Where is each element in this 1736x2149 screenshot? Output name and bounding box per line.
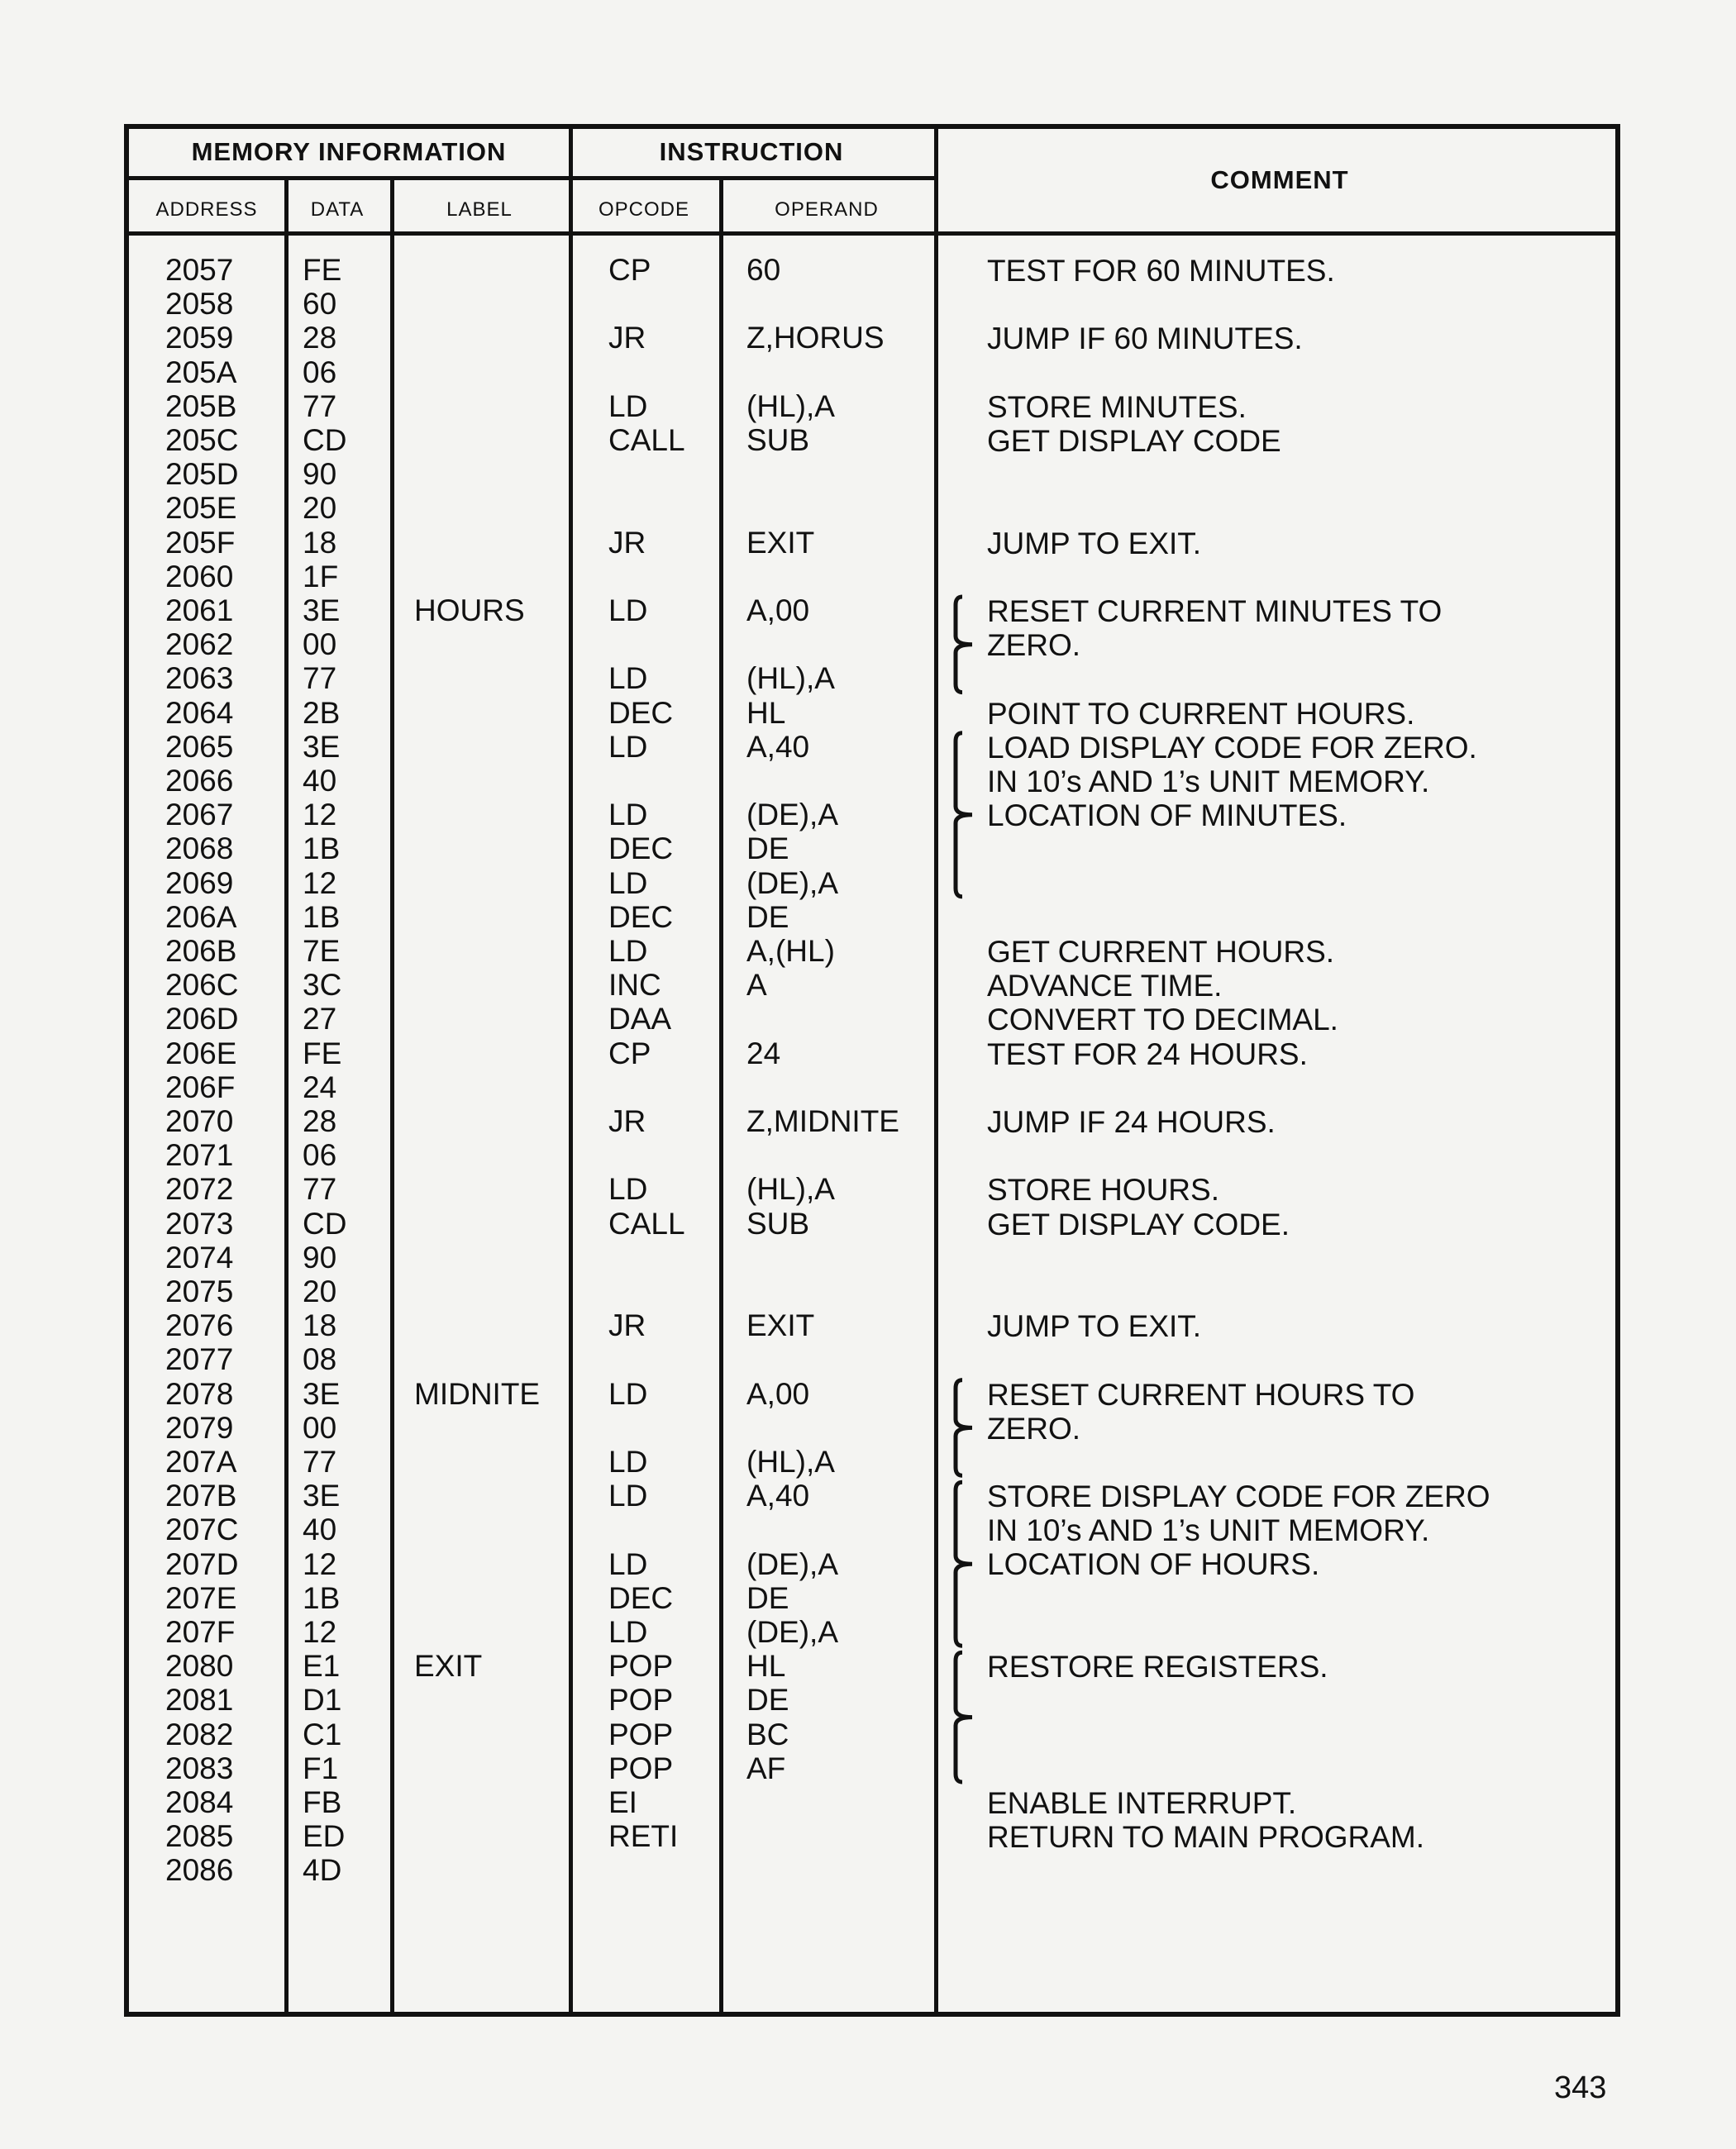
opcode-cell: LD xyxy=(608,1546,648,1581)
address-cell: 2074 xyxy=(165,1240,234,1275)
header-opcode: OPCODE xyxy=(598,198,689,221)
page-number: 343 xyxy=(1554,2070,1607,2105)
data-cell: 1F xyxy=(303,559,339,593)
data-cell: FE xyxy=(303,253,342,287)
operand-cell: HL xyxy=(746,1649,786,1684)
comment-line: IN 10’s AND 1’s UNIT MEMORY. xyxy=(987,1513,1430,1548)
address-cell: 2065 xyxy=(165,729,234,764)
opcode-cell: DEC xyxy=(608,1580,674,1615)
address-cell: 2070 xyxy=(165,1104,234,1138)
data-cell: 3E xyxy=(303,729,341,764)
operand-cell: SUB xyxy=(746,423,810,457)
comment-line: JUMP TO EXIT. xyxy=(987,1309,1202,1344)
opcode-cell: CP xyxy=(608,1036,651,1070)
comment-line: CONVERT TO DECIMAL. xyxy=(987,1003,1338,1037)
address-cell: 206B xyxy=(165,934,237,968)
data-cell: 06 xyxy=(303,355,337,389)
data-cell: F1 xyxy=(303,1751,339,1785)
address-cell: 2058 xyxy=(165,287,234,322)
address-cell: 2063 xyxy=(165,661,234,696)
data-cell: 08 xyxy=(303,1342,337,1377)
data-cell: 90 xyxy=(303,457,337,492)
data-cell: 20 xyxy=(303,1275,337,1308)
address-cell: 206C xyxy=(165,968,239,1003)
operand-cell: A xyxy=(746,968,767,1003)
data-cell: 00 xyxy=(303,627,337,662)
header-comment: COMMENT xyxy=(1210,165,1349,194)
data-cell: 00 xyxy=(303,1410,337,1445)
operand-cell: A,(HL) xyxy=(746,934,835,968)
address-cell: 2064 xyxy=(165,695,234,730)
data-cell: 12 xyxy=(303,865,337,900)
address-cell: 207D xyxy=(165,1546,239,1581)
opcode-cell: DEC xyxy=(608,695,674,730)
label-cell: EXIT xyxy=(414,1649,483,1684)
address-cell: 2061 xyxy=(165,593,234,627)
operand-cell: (HL),A xyxy=(746,661,835,696)
data-cell: 18 xyxy=(303,1308,337,1343)
address-cell: 2078 xyxy=(165,1376,234,1411)
address-cell: 205F xyxy=(165,525,236,560)
operand-cell: A,00 xyxy=(746,1376,810,1411)
address-cell: 2086 xyxy=(165,1853,234,1888)
operand-cell: Z,MIDNITE xyxy=(746,1104,899,1138)
operand-cell: (DE),A xyxy=(746,1546,838,1581)
opcode-cell: POP xyxy=(608,1751,674,1785)
data-cell: 20 xyxy=(303,491,337,526)
address-cell: 2057 xyxy=(165,253,234,287)
comment-line: ZERO. xyxy=(987,628,1081,662)
opcode-cell: DEC xyxy=(608,899,674,934)
address-cell: 2069 xyxy=(165,865,234,900)
operand-cell: DE xyxy=(746,1580,789,1615)
address-cell: 206A xyxy=(165,899,237,934)
data-cell: CD xyxy=(303,423,347,457)
operand-cell: DE xyxy=(746,1683,789,1718)
opcode-cell: RETI xyxy=(608,1819,679,1854)
operand-cell: A,00 xyxy=(746,593,810,627)
address-cell: 2073 xyxy=(165,1206,234,1241)
opcode-cell: JR xyxy=(608,1308,646,1343)
data-cell: 40 xyxy=(303,1513,337,1547)
operand-cell: A,40 xyxy=(746,1479,810,1513)
operand-cell: 60 xyxy=(746,253,781,287)
comment-line: TEST FOR 24 HOURS. xyxy=(987,1036,1308,1071)
operand-cell: (DE),A xyxy=(746,865,838,900)
data-cell: C1 xyxy=(303,1717,342,1751)
address-cell: 207A xyxy=(165,1445,237,1479)
address-cell: 205E xyxy=(165,491,237,526)
data-cell: 77 xyxy=(303,1172,337,1207)
opcode-cell: LD xyxy=(608,1172,648,1207)
data-cell: FE xyxy=(303,1036,342,1070)
address-cell: 205A xyxy=(165,355,237,389)
address-cell: 207E xyxy=(165,1580,237,1615)
opcode-cell: LD xyxy=(608,934,648,968)
opcode-cell: POP xyxy=(608,1717,674,1751)
comment-line: ZERO. xyxy=(987,1411,1081,1446)
address-cell: 2067 xyxy=(165,798,234,832)
data-cell: 3C xyxy=(303,968,342,1003)
opcode-cell: LD xyxy=(608,865,648,900)
comment-line: RESET CURRENT HOURS TO xyxy=(987,1377,1415,1412)
address-cell: 2066 xyxy=(165,764,234,798)
address-cell: 206E xyxy=(165,1036,237,1070)
address-cell: 205C xyxy=(165,423,239,457)
operand-cell: A,40 xyxy=(746,729,810,764)
data-cell: 27 xyxy=(303,1002,337,1036)
data-cell: 12 xyxy=(303,798,337,832)
opcode-cell: CALL xyxy=(608,1206,685,1241)
opcode-cell: INC xyxy=(608,968,661,1003)
opcode-cell: LD xyxy=(608,661,648,696)
data-cell: 06 xyxy=(303,1138,337,1173)
data-cell: 1B xyxy=(303,899,341,934)
opcode-cell: LD xyxy=(608,593,648,627)
opcode-cell: JR xyxy=(608,321,646,355)
address-cell: 2084 xyxy=(165,1785,234,1819)
address-cell: 2059 xyxy=(165,321,234,355)
data-cell: 60 xyxy=(303,287,337,322)
comment-line: GET DISPLAY CODE. xyxy=(987,1207,1290,1241)
address-cell: 2075 xyxy=(165,1275,234,1308)
comment-line: LOCATION OF MINUTES. xyxy=(987,798,1347,832)
data-cell: 12 xyxy=(303,1546,337,1581)
comment-line: JUMP TO EXIT. xyxy=(987,526,1202,560)
operand-cell: AF xyxy=(746,1751,786,1785)
opcode-cell: LD xyxy=(608,1445,648,1479)
address-cell: 2072 xyxy=(165,1172,234,1207)
opcode-cell: LD xyxy=(608,1615,648,1649)
operand-cell: DE xyxy=(746,831,789,866)
operand-cell: SUB xyxy=(746,1206,810,1241)
opcode-cell: EI xyxy=(608,1785,637,1819)
opcode-cell: JR xyxy=(608,525,646,560)
assembly-listing-table xyxy=(124,124,1620,2017)
address-cell: 2068 xyxy=(165,831,234,866)
opcode-cell: LD xyxy=(608,729,648,764)
data-cell: 12 xyxy=(303,1615,337,1649)
address-cell: 2077 xyxy=(165,1342,234,1377)
header-operand: OPERAND xyxy=(775,198,879,221)
operand-cell: (HL),A xyxy=(746,388,835,423)
comment-line: GET DISPLAY CODE xyxy=(987,424,1281,458)
data-cell: 1B xyxy=(303,1580,341,1615)
operand-cell: Z,HORUS xyxy=(746,321,885,355)
data-cell: 28 xyxy=(303,321,337,355)
data-cell: CD xyxy=(303,1206,347,1241)
data-cell: 24 xyxy=(303,1070,337,1104)
address-cell: 2079 xyxy=(165,1410,234,1445)
data-cell: 28 xyxy=(303,1104,337,1138)
operand-cell: EXIT xyxy=(746,525,815,560)
data-cell: 40 xyxy=(303,764,337,798)
data-cell: 2B xyxy=(303,695,341,730)
address-cell: 206F xyxy=(165,1070,236,1104)
label-cell: HOURS xyxy=(414,593,525,627)
address-cell: 2085 xyxy=(165,1819,234,1854)
comment-line: ADVANCE TIME. xyxy=(987,969,1223,1003)
address-cell: 2076 xyxy=(165,1308,234,1343)
opcode-cell: DAA xyxy=(608,1002,672,1036)
comment-line: GET CURRENT HOURS. xyxy=(987,935,1335,969)
comment-line: STORE HOURS. xyxy=(987,1173,1219,1208)
address-cell: 205B xyxy=(165,388,237,423)
address-cell: 205D xyxy=(165,457,239,492)
opcode-cell: DEC xyxy=(608,831,674,866)
curly-brace xyxy=(956,733,972,897)
address-cell: 207F xyxy=(165,1615,236,1649)
operand-cell: (HL),A xyxy=(746,1172,835,1207)
header-address: ADDRESS xyxy=(155,198,258,221)
curly-brace xyxy=(956,1482,972,1646)
address-cell: 207B xyxy=(165,1479,237,1513)
header-instruction: INSTRUCTION xyxy=(659,137,844,166)
address-cell: 2083 xyxy=(165,1751,234,1785)
label-cell: MIDNITE xyxy=(414,1376,541,1411)
data-cell: 77 xyxy=(303,661,337,696)
operand-cell: BC xyxy=(746,1717,789,1751)
comment-line: RESET CURRENT MINUTES TO xyxy=(987,594,1443,628)
data-cell: 3E xyxy=(303,593,341,627)
opcode-cell: LD xyxy=(608,1376,648,1411)
operand-cell: 24 xyxy=(746,1036,781,1070)
address-cell: 2060 xyxy=(165,559,234,593)
data-cell: 4D xyxy=(303,1853,342,1888)
operand-cell: EXIT xyxy=(746,1308,815,1343)
operand-cell: DE xyxy=(746,899,789,934)
header-memory-information: MEMORY INFORMATION xyxy=(191,137,507,166)
opcode-cell: POP xyxy=(608,1683,674,1718)
data-cell: ED xyxy=(303,1819,346,1854)
operand-cell: (DE),A xyxy=(746,1615,838,1649)
address-cell: 207C xyxy=(165,1513,239,1547)
comment-line: STORE DISPLAY CODE FOR ZERO xyxy=(987,1480,1490,1514)
data-cell: 90 xyxy=(303,1240,337,1275)
data-cell: 77 xyxy=(303,388,337,423)
comment-line: RETURN TO MAIN PROGRAM. xyxy=(987,1820,1425,1855)
opcode-cell: LD xyxy=(608,1479,648,1513)
opcode-cell: CP xyxy=(608,253,651,287)
header-data: DATA xyxy=(310,198,365,221)
address-cell: 2080 xyxy=(165,1649,234,1684)
curly-brace xyxy=(956,1380,972,1476)
comment-line: LOAD DISPLAY CODE FOR ZERO. xyxy=(987,730,1477,765)
comment-line: ENABLE INTERRUPT. xyxy=(987,1786,1297,1820)
opcode-cell: CALL xyxy=(608,423,685,457)
data-cell: E1 xyxy=(303,1649,341,1684)
data-cell: 1B xyxy=(303,831,341,866)
address-cell: 2071 xyxy=(165,1138,234,1173)
address-cell: 206D xyxy=(165,1002,239,1036)
comment-line: JUMP IF 60 MINUTES. xyxy=(987,322,1303,356)
curly-brace xyxy=(956,597,972,693)
comment-line: JUMP IF 24 HOURS. xyxy=(987,1105,1276,1139)
operand-cell: (DE),A xyxy=(746,798,838,832)
operand-cell: (HL),A xyxy=(746,1445,835,1479)
address-cell: 2062 xyxy=(165,627,234,662)
address-cell: 2081 xyxy=(165,1683,234,1718)
data-cell: 3E xyxy=(303,1376,341,1411)
comment-line: TEST FOR 60 MINUTES. xyxy=(987,254,1335,288)
data-cell: 3E xyxy=(303,1479,341,1513)
header-label: LABEL xyxy=(446,198,513,221)
opcode-cell: LD xyxy=(608,388,648,423)
data-cell: 18 xyxy=(303,525,337,560)
comment-line: STORE MINUTES. xyxy=(987,389,1247,424)
comment-line: RESTORE REGISTERS. xyxy=(987,1650,1328,1684)
data-cell: FB xyxy=(303,1785,342,1819)
address-cell: 2082 xyxy=(165,1717,234,1751)
opcode-cell: POP xyxy=(608,1649,674,1684)
curly-brace xyxy=(956,1652,972,1782)
opcode-cell: JR xyxy=(608,1104,646,1138)
comment-brackets xyxy=(129,129,1617,2013)
comment-line: POINT TO CURRENT HOURS. xyxy=(987,696,1415,731)
operand-cell: HL xyxy=(746,695,786,730)
opcode-cell: LD xyxy=(608,798,648,832)
comment-line: LOCATION OF HOURS. xyxy=(987,1547,1320,1582)
data-cell: 7E xyxy=(303,934,341,968)
data-cell: D1 xyxy=(303,1683,342,1718)
comment-line: IN 10’s AND 1’s UNIT MEMORY. xyxy=(987,764,1430,798)
data-cell: 77 xyxy=(303,1445,337,1479)
